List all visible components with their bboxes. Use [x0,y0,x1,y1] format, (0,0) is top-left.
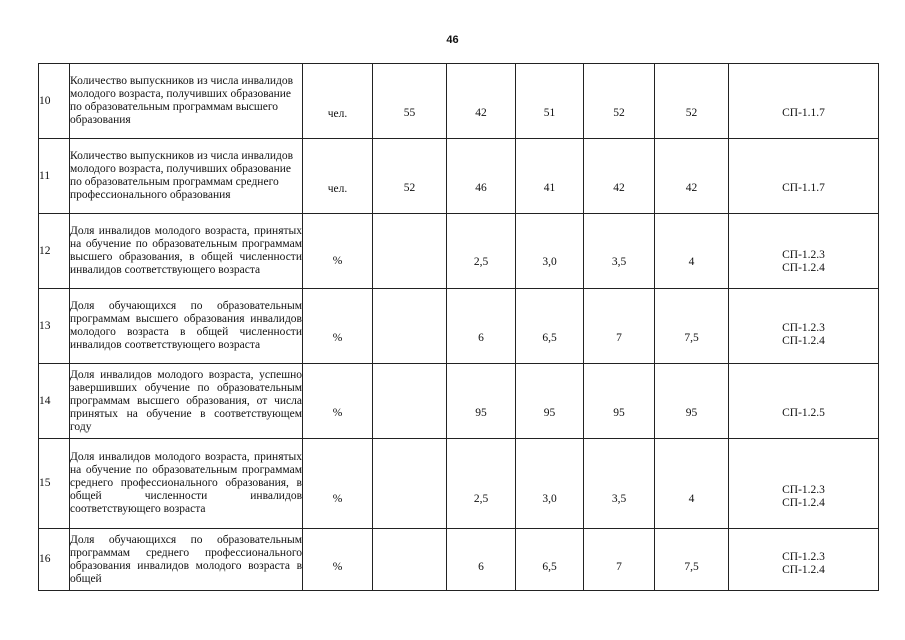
value-cell [373,364,447,439]
value-cell [584,64,655,139]
page-number: 46 [446,34,459,46]
value: 95 [475,406,487,419]
value: 2,5 [473,255,489,268]
row-number: 14 [39,364,70,439]
value-cell [584,439,655,529]
unit-cell [303,64,373,139]
indicator-name: Доля инвалидов молодого возраста, принятых на обучение по образовательным программам среднего профессионального образования, в общей численности инвалидов соответствующего возраста [70,439,303,529]
code-cell [729,64,879,139]
value-cell [373,64,447,139]
unit-cell [303,439,373,529]
indicator-name: Доля инвалидов молодого возраста, успешно завершивших обучение по образовательным программам высшего образования, от числа принятых на обучение в соответствующем году [70,364,303,439]
value: 52 [403,182,416,194]
value-cell [447,289,516,364]
value-cell [447,529,516,591]
value [373,389,446,413]
code-cell [729,139,879,214]
code-line: СП-1.2.3 [782,248,825,261]
value: 4 [688,493,695,505]
value: 7,5 [684,560,699,573]
unit-value: % [332,254,343,267]
value: 3,5 [611,493,627,505]
value: 4 [688,255,695,268]
value-cell [655,64,729,139]
unit-cell [303,529,373,591]
indicator-name: Доля инвалидов молодого возраста, принятых на обучение по образовательным программам высшего образования, в общей численности инвалидов соответствующего возраста [70,214,303,289]
unit-value: % [332,332,343,344]
row-number: 16 [39,529,70,591]
value-cell [516,439,584,529]
value: 7 [616,560,622,573]
code-line: СП-1.2.4 [782,334,825,347]
value-cell [447,139,516,214]
value-cell [447,439,516,529]
value: 95 [613,406,625,419]
value: 51 [543,107,556,119]
row-number: 10 [39,64,70,139]
code-cell [729,529,879,591]
value: 3,0 [542,255,557,268]
unit-value: чел. [327,182,348,195]
code-line: СП-1.2.3 [782,483,825,496]
value-cell [516,64,584,139]
indicator-name: Доля обучающихся по образовательным программам среднего профессионального образования инвалидов молодого возраста в общей [70,529,303,591]
table-row [39,64,879,139]
value-cell [584,214,655,289]
value-cell [584,529,655,591]
table-row [39,289,879,364]
value-cell [447,64,516,139]
value: 3,0 [542,493,557,505]
value-cell [655,214,729,289]
indicator-name: Количество выпускников из числа инвалидов молодого возраста, получивших образование по образовательным программам среднего профессионального образования [70,139,303,214]
value: 46 [475,182,487,194]
code-line: СП-1.2.4 [782,261,825,274]
row-number: 13 [39,289,70,364]
row-number: 15 [39,439,70,529]
code-cell [729,364,879,439]
indicators-table [38,63,879,591]
value: 95 [543,406,556,419]
value [373,468,446,500]
value-cell [655,139,729,214]
value-cell [516,214,584,289]
value-cell [373,529,447,591]
value: 7,5 [684,331,699,344]
value-cell [584,139,655,214]
code-line: СП-1.2.4 [782,496,825,509]
value: 2,5 [473,493,489,505]
table-row [39,139,879,214]
value: 6 [478,331,484,344]
value-cell [584,364,655,439]
table-row [39,364,879,439]
value: 7 [616,331,622,344]
value-cell [373,139,447,214]
value-cell [516,364,584,439]
table-row [39,529,879,591]
value-cell [655,364,729,439]
code-line: СП-1.2.4 [782,563,825,576]
value-cell [516,529,584,591]
value-cell [655,289,729,364]
value-cell [373,214,447,289]
value-cell [516,139,584,214]
value: 42 [685,182,698,194]
value [373,240,446,262]
value-cell [373,289,447,364]
table-row [39,439,879,529]
row-number: 11 [39,139,70,214]
value: 95 [685,406,698,419]
unit-value: % [332,560,343,573]
code-line: СП-1.2.3 [782,550,825,563]
unit-value: чел. [327,107,348,120]
code-line: СП-1.2.5 [782,406,825,419]
value-cell [447,364,516,439]
row-number: 12 [39,214,70,289]
unit-cell [303,214,373,289]
indicator-name: Количество выпускников из числа инвалидов молодого возраста, получивших образование по образовательным программам высшего образования [70,64,303,139]
value: 42 [475,107,487,119]
unit-value: % [332,406,343,419]
value: 42 [613,182,625,194]
value [373,552,446,567]
value-cell [655,529,729,591]
value: 3,5 [611,255,627,268]
value: 55 [403,107,416,119]
code-line: СП-1.1.7 [782,182,825,194]
table-row [39,214,879,289]
value: 52 [685,107,698,119]
value-cell [373,439,447,529]
unit-cell [303,364,373,439]
unit-cell [303,289,373,364]
value: 6,5 [542,560,557,573]
indicator-name: Доля обучающихся по образовательным программам высшего образования инвалидов молодого возраста в общей численности инвалидов соответствующего возраста [70,289,303,364]
value: 6,5 [542,331,557,344]
value-cell [584,289,655,364]
value [373,314,446,338]
code-line: СП-1.1.7 [782,107,825,119]
unit-value: % [332,493,343,505]
unit-cell [303,139,373,214]
code-line: СП-1.2.3 [782,321,825,334]
value-cell [655,439,729,529]
value: 6 [478,560,484,573]
value-cell [447,214,516,289]
code-cell [729,439,879,529]
code-cell [729,289,879,364]
value-cell [516,289,584,364]
value: 41 [543,182,556,194]
code-cell [729,214,879,289]
value: 52 [613,107,625,119]
